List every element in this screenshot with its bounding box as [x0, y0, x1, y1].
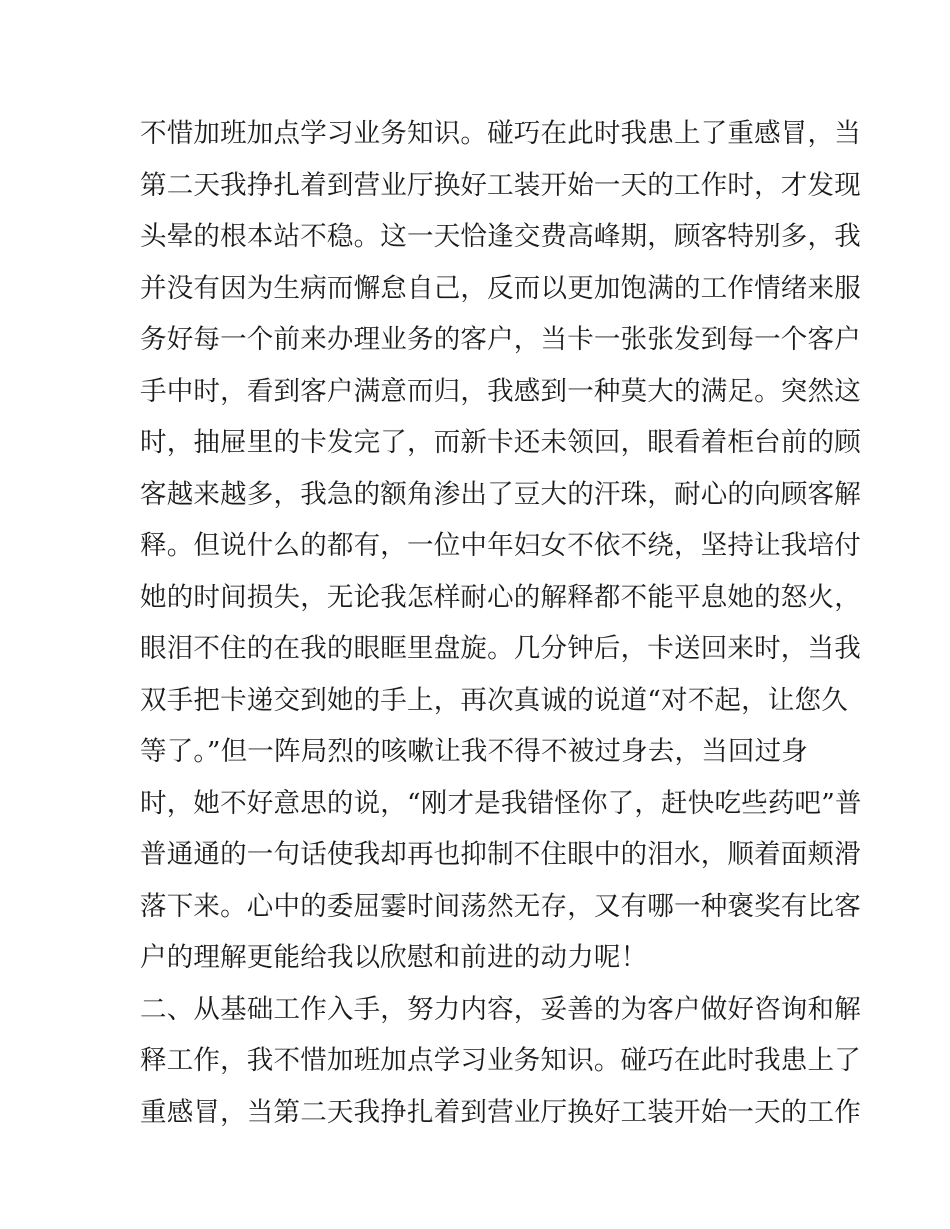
text-line: 头晕的根本站不稳。这一天恰逢交费高峰期，顾客特别多，我	[140, 221, 861, 252]
text-line: 户的理解更能给我以欣慰和前进的动力呢！	[140, 942, 648, 973]
text-line: 第二天我挣扎着到营业厅换好工装开始一天的工作时，才发现	[140, 169, 861, 201]
text-line: 重感冒，当第二天我挣扎着到营业厅换好工装开始一天的工作	[140, 1096, 861, 1128]
text-line: 释。但说什么的都有，一位中年妇女不依不绕，坚持让我培付	[140, 530, 861, 561]
text-line: 普通通的一句话使我却再也抑制不住眼中的泪水，顺着面颊滑	[140, 839, 861, 870]
section-heading-line: 二、从基础工作入手，努力内容，妥善的为客户做好咨询和解	[140, 993, 861, 1025]
text-line: 手中时，看到客户满意而归，我感到一种莫大的满足。突然这	[140, 375, 861, 407]
text-line: 眼泪不住的在我的眼眶里盘旋。几分钟后，卡送回来时，当我	[140, 633, 861, 664]
text-line: 不惜加班加点学习业务知识。碰巧在此时我患上了重感冒，当	[140, 118, 861, 149]
text-line: 务好每一个前来办理业务的客户，当卡一张张发到每一个客户	[140, 324, 861, 355]
text-line: 时，抽屉里的卡发完了，而新卡还未领回，眼看着柜台前的顾	[140, 427, 861, 458]
text-line: 她的时间损失，无论我怎样耐心的解释都不能平息她的怒火，	[140, 581, 861, 613]
body-text	[140, 108, 862, 1138]
text-line: 时，她不好意思的说，“刚才是我错怪你了，赶快吃些药吧”普	[140, 787, 862, 819]
text-line: 释工作，我不惜加班加点学习业务知识。碰巧在此时我患上了	[140, 1045, 861, 1076]
text-line: 并没有因为生病而懈怠自己，反而以更加饱满的工作情绪来服	[140, 272, 861, 304]
text-line: 双手把卡递交到她的手上，再次真诚的说道“对不起，让您久	[140, 684, 848, 716]
text-line: 等了。”但一阵局烈的咳嗽让我不得不被过身去，当回过身	[140, 736, 808, 767]
text-line: 落下来。心中的委屈霎时间荡然无存，又有哪一种褒奖有比客	[140, 890, 861, 922]
text-line: 客越来越多，我急的额角渗出了豆大的汗珠，耐心的向顾客解	[140, 478, 861, 510]
